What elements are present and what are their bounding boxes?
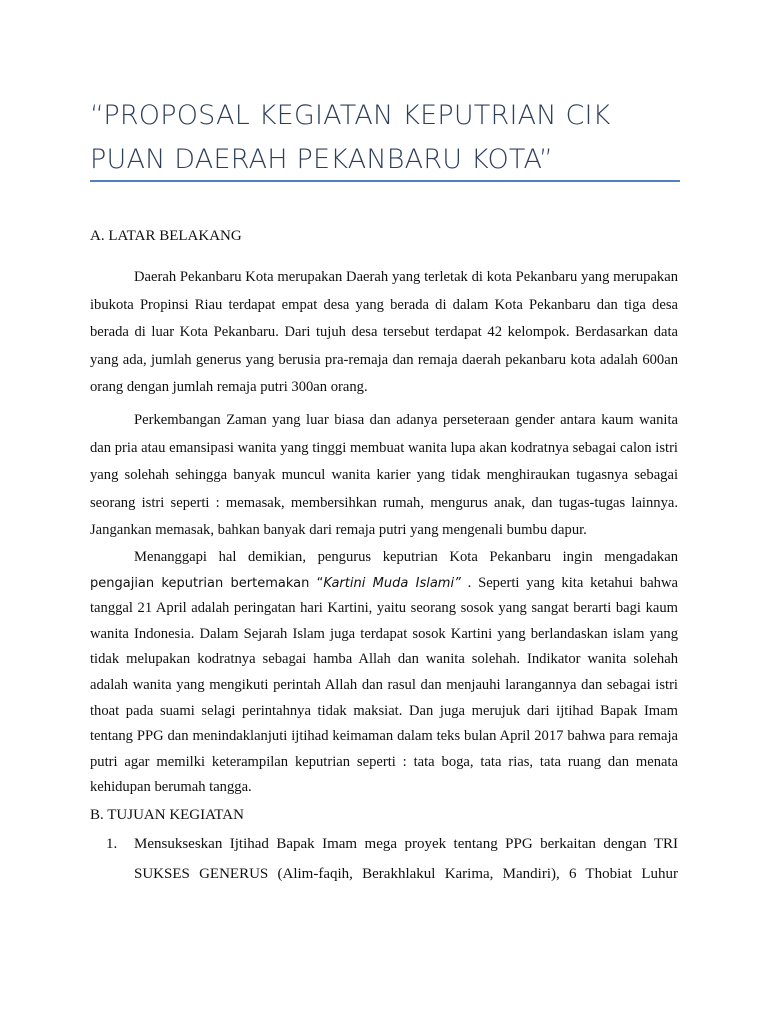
document-title: “PROPOSAL KEGIATAN KEPUTRIAN CIK PUAN DAERAH PEKANBARU KOTA” [90,100,611,175]
paragraph-3-sans-segment: pengajian keputrian bertemakan “ [90,575,324,591]
list-item-number: 1. [106,836,118,852]
paragraph-3-lead: Menanggapi hal demikian, pengurus keputrian Kota Pekanbaru ingin mengadakan [134,549,678,565]
list-item-text: Mensukseskan Ijtihad Bapak Imam mega proyek tentang PPG berkaitan dengan TRI SUKSES GENERUS (Alim-faqih, Berakhlakul Karima, Mandiri), 6 Thobiat Luhur [134,836,678,882]
paragraph-1-text: Daerah Pekanbaru Kota merupakan Daerah yang terletak di kota Pekanbaru yang merupakan ibukota Propinsi Riau terdapat empat desa yang berada di dalam Kota Pekanbaru dan tiga desa berada di luar Kota Pekanbaru. Dari tujuh desa tersebut terdapat 42 kelompok. Berdasarkan data yang ada, jumlah generus yang berusia pra-remaja dan remaja daerah pekanbaru kota adalah 600an orang dengan jumlah remaja putri 300an orang. [90,269,678,395]
paragraph-1 [90,264,678,402]
paragraph-3 [90,545,678,801]
paragraph-2-text: Perkembangan Zaman yang luar biasa dan adanya perseteraan gender antara kaum wanita dan pria atau emansipasi wanita yang tinggi membuat wanita lupa akan kodratnya sebagai calon istri yang solehah sehingga banyak muncul wanita karier yang tidak menghiraukan tugasnya sebagai seorang istri seperti : memasak, membersihkan rumah, mengurus anak, dan tugas-tugas lainnya. Jangankan memasak, bahkan banyak dari remaja putri yang mengenali bumbu dapur. [90,412,678,538]
kartini-theme: Kartini Muda Islami” [323,575,461,591]
paragraph-2 [90,407,678,545]
paragraph-3-rest: . Seperti yang kita ketahui bahwa tanggal 21 April adalah peringatan hari Kartini, yaitu seorang sosok yang sangat berarti bagi kaum wanita Indonesia. Dalam Sejarah Islam juga terdapat sosok Kartini yang berlandaskan islam yang tidak melupakan kodratnya sebagai hamba Allah dan wanita solehah. Indikator wanita solehah adalah wanita yang mengikuti perintah Allah dan rasul dan menjauhi larangannya dan sebagai istri thoat pada suami selagi perintahnya tidak maksiat. Dan juga merujuk dari ijtihad Bapak Imam tentang PPG dan menindaklanjuti ijtihad keimaman dalam teks bulan April 2017 bahwa para remaja putri agar memilki keterampilan keputrian seperti : tata boga, tata rias, tata ruang dan menata kehidupan berumah tangga. [90,574,678,796]
section-a-heading: A. LATAR BELAKANG [90,228,242,244]
title-underline [90,180,680,182]
section-b-heading: B. TUJUAN KEGIATAN [90,807,244,823]
